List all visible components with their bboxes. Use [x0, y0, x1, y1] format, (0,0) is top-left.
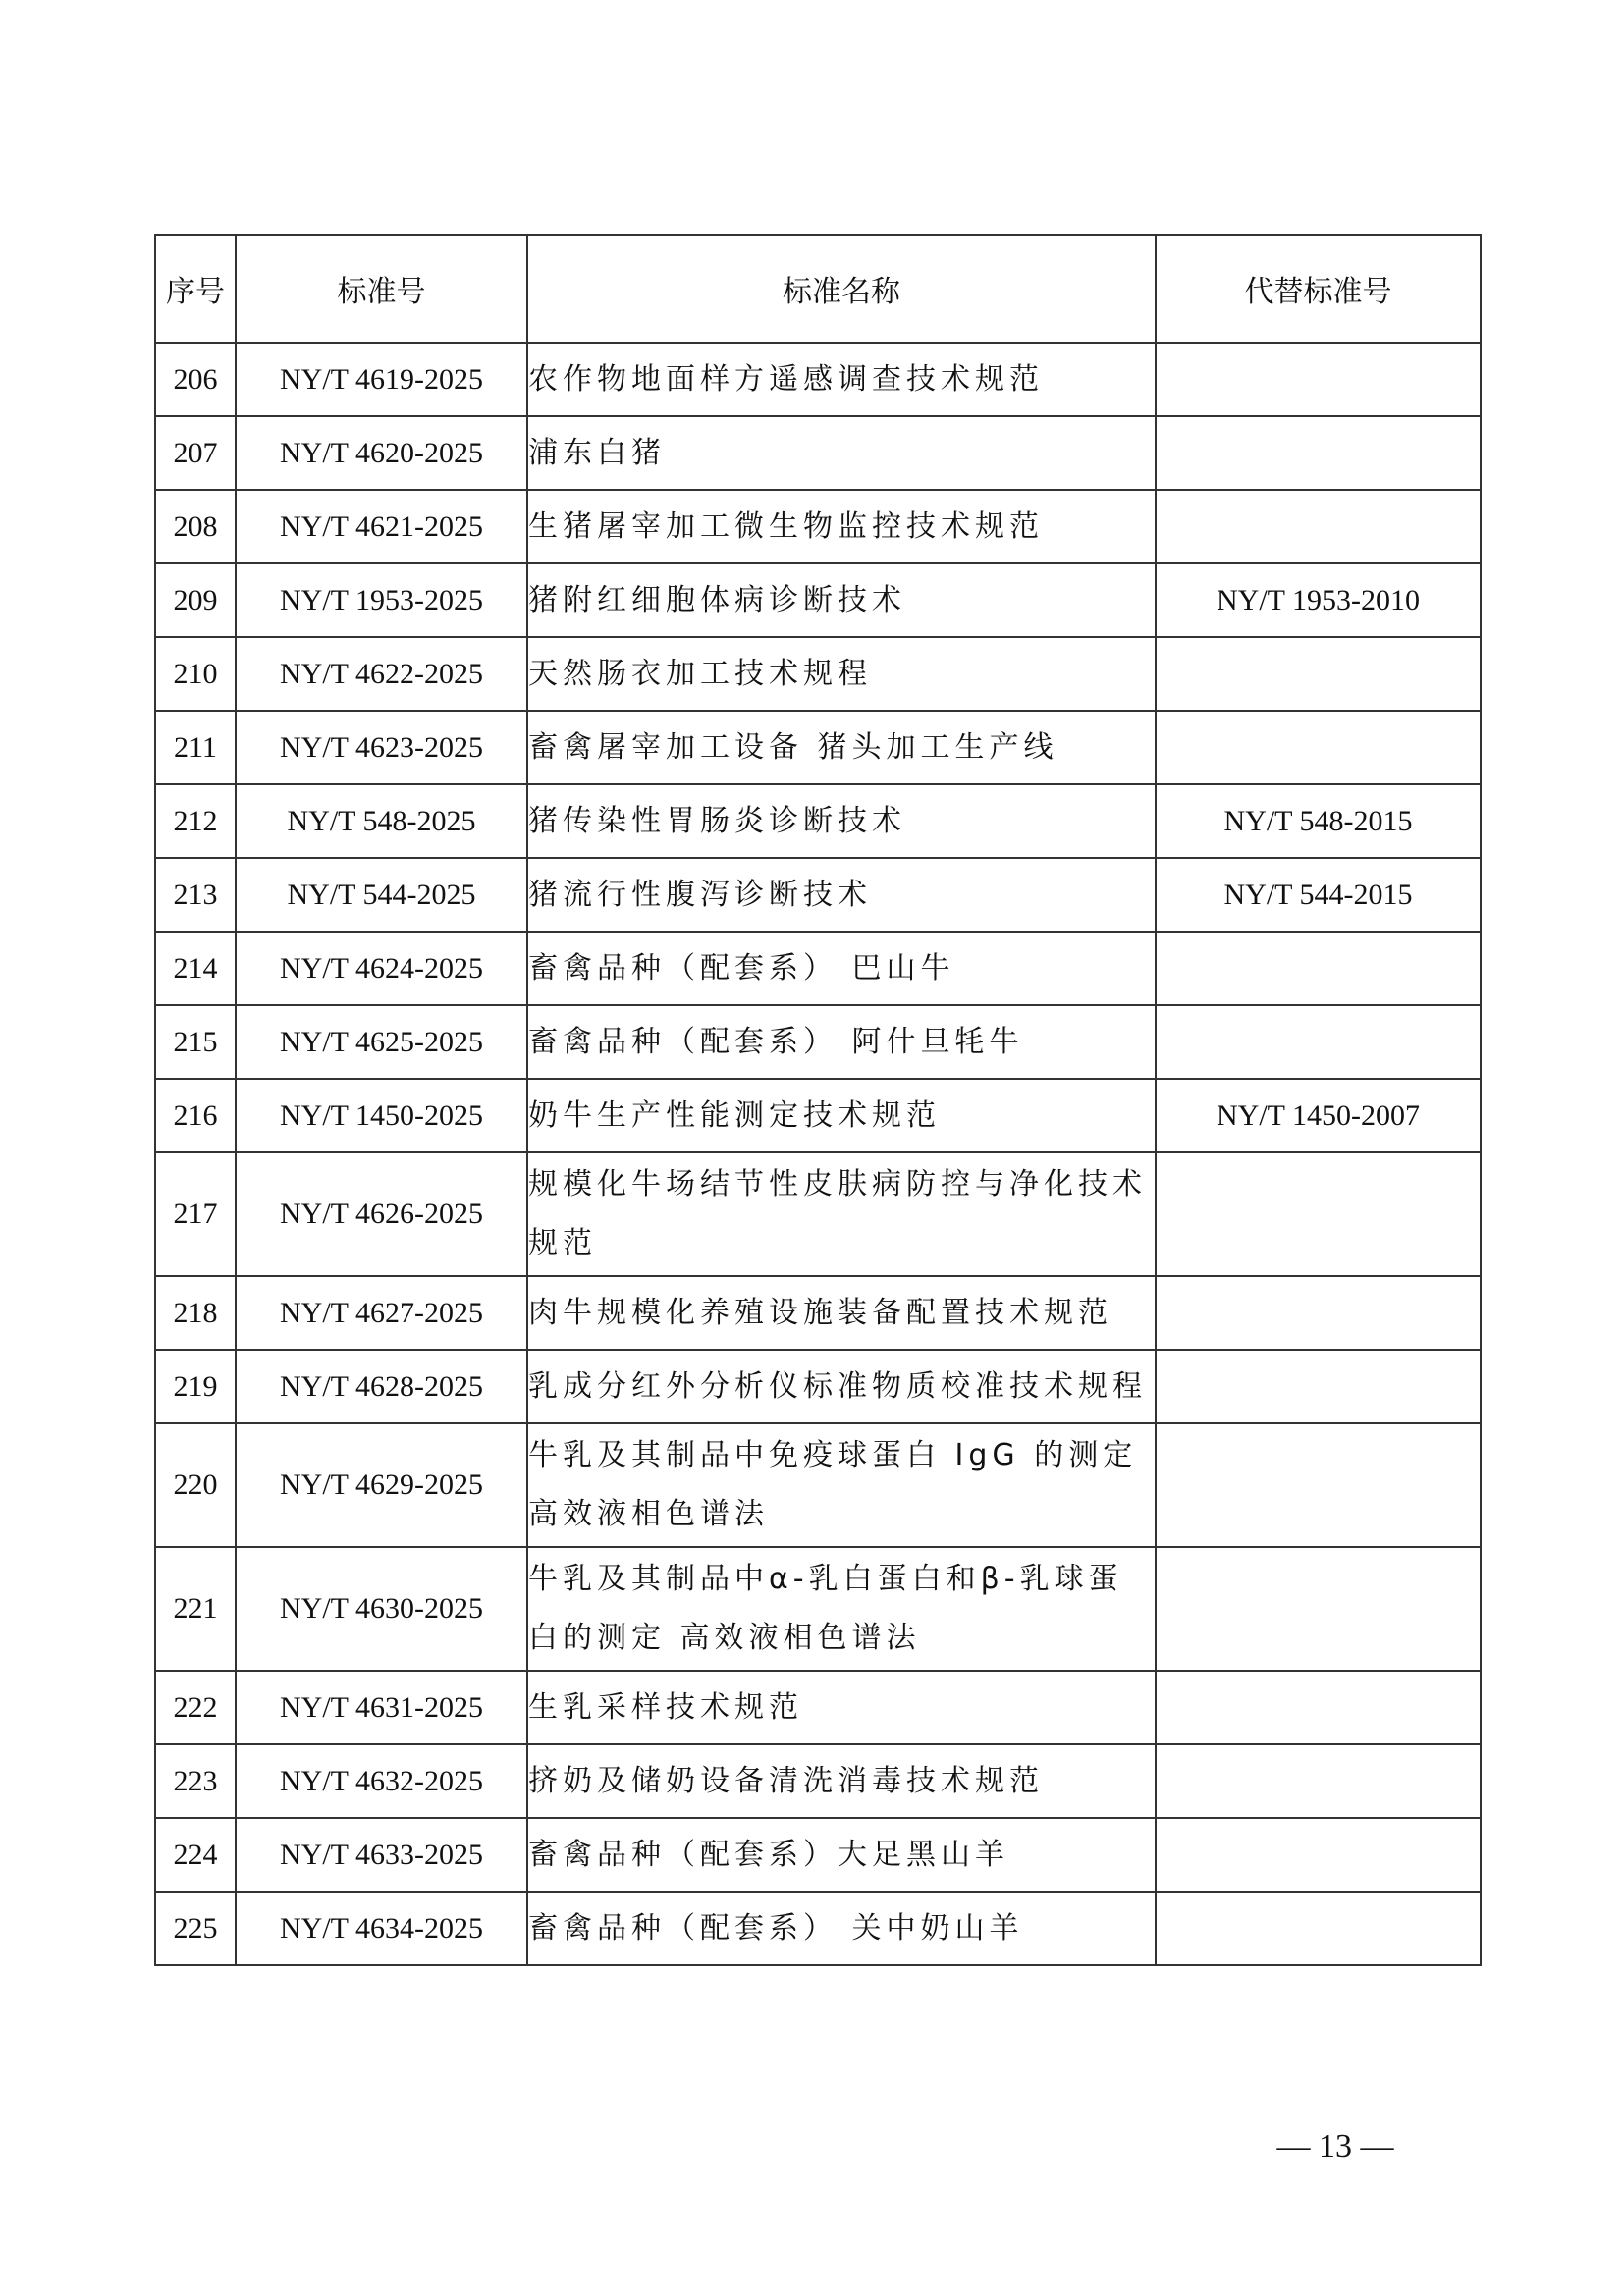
- cell-replaced-standard: [1156, 416, 1481, 490]
- cell-standard-code: NY/T 4629-2025: [236, 1423, 527, 1547]
- cell-standard-name: 生乳采样技术规范: [527, 1671, 1156, 1744]
- cell-standard-name: 生猪屠宰加工微生物监控技术规范: [527, 490, 1156, 563]
- table-row: [155, 932, 1481, 1005]
- cell-standard-code: NY/T 4621-2025: [236, 490, 527, 563]
- cell-replaced-standard: [1156, 490, 1481, 563]
- cell-standard-name: 畜禽品种（配套系） 巴山牛: [527, 932, 1156, 1005]
- cell-standard-code: NY/T 4630-2025: [236, 1547, 527, 1671]
- cell-seq: 209: [155, 563, 236, 637]
- cell-replaced-standard: [1156, 1671, 1481, 1744]
- table-body: [155, 343, 1481, 1965]
- cell-seq: 217: [155, 1152, 236, 1276]
- cell-replaced-standard: [1156, 1547, 1481, 1671]
- cell-standard-code: NY/T 544-2025: [236, 858, 527, 932]
- cell-seq: 208: [155, 490, 236, 563]
- table-row: [155, 784, 1481, 858]
- cell-seq: 224: [155, 1818, 236, 1892]
- table-row: [155, 858, 1481, 932]
- cell-standard-name: 农作物地面样方遥感调查技术规范: [527, 343, 1156, 416]
- header-standard-code: 标准号: [236, 235, 527, 343]
- cell-seq: 218: [155, 1276, 236, 1350]
- cell-replaced-standard: [1156, 1152, 1481, 1276]
- cell-seq: 225: [155, 1892, 236, 1965]
- cell-replaced-standard: [1156, 343, 1481, 416]
- table-row: [155, 1744, 1481, 1818]
- table-row: [155, 490, 1481, 563]
- cell-replaced-standard: [1156, 1744, 1481, 1818]
- cell-standard-name: 挤奶及储奶设备清洗消毒技术规范: [527, 1744, 1156, 1818]
- cell-standard-name: 浦东白猪: [527, 416, 1156, 490]
- cell-standard-code: NY/T 4627-2025: [236, 1276, 527, 1350]
- cell-replaced-standard: [1156, 1350, 1481, 1423]
- cell-standard-code: NY/T 4631-2025: [236, 1671, 527, 1744]
- cell-replaced-standard: NY/T 1953-2010: [1156, 563, 1481, 637]
- cell-standard-code: NY/T 4622-2025: [236, 637, 527, 711]
- table-row: [155, 1671, 1481, 1744]
- table-header-row: [155, 235, 1481, 343]
- cell-standard-code: NY/T 4634-2025: [236, 1892, 527, 1965]
- cell-standard-code: NY/T 4625-2025: [236, 1005, 527, 1079]
- table-row: [155, 1892, 1481, 1965]
- cell-replaced-standard: NY/T 548-2015: [1156, 784, 1481, 858]
- cell-replaced-standard: NY/T 1450-2007: [1156, 1079, 1481, 1152]
- cell-seq: 220: [155, 1423, 236, 1547]
- cell-seq: 212: [155, 784, 236, 858]
- cell-replaced-standard: [1156, 1005, 1481, 1079]
- cell-standard-code: NY/T 4624-2025: [236, 932, 527, 1005]
- cell-standard-code: NY/T 4626-2025: [236, 1152, 527, 1276]
- header-standard-name: 标准名称: [527, 235, 1156, 343]
- cell-standard-name: 猪流行性腹泻诊断技术: [527, 858, 1156, 932]
- cell-replaced-standard: [1156, 1423, 1481, 1547]
- cell-standard-name: 牛乳及其制品中免疫球蛋白 IgG 的测定 高效液相色谱法: [527, 1423, 1156, 1547]
- cell-seq: 223: [155, 1744, 236, 1818]
- cell-standard-name: 奶牛生产性能测定技术规范: [527, 1079, 1156, 1152]
- cell-replaced-standard: [1156, 711, 1481, 784]
- table-row: [155, 1818, 1481, 1892]
- table-row: [155, 1547, 1481, 1671]
- table-row: [155, 1005, 1481, 1079]
- cell-standard-code: NY/T 548-2025: [236, 784, 527, 858]
- table-row: [155, 637, 1481, 711]
- cell-standard-name: 猪附红细胞体病诊断技术: [527, 563, 1156, 637]
- table-row: [155, 1079, 1481, 1152]
- table-row: [155, 1276, 1481, 1350]
- table-row: [155, 563, 1481, 637]
- cell-seq: 210: [155, 637, 236, 711]
- cell-standard-code: NY/T 1450-2025: [236, 1079, 527, 1152]
- cell-seq: 216: [155, 1079, 236, 1152]
- cell-standard-code: NY/T 4623-2025: [236, 711, 527, 784]
- cell-seq: 221: [155, 1547, 236, 1671]
- cell-standard-name: 牛乳及其制品中α-乳白蛋白和β-乳球蛋白的测定 高效液相色谱法: [527, 1547, 1156, 1671]
- header-seq: 序号: [155, 235, 236, 343]
- cell-standard-code: NY/T 4628-2025: [236, 1350, 527, 1423]
- cell-standard-code: NY/T 4619-2025: [236, 343, 527, 416]
- cell-standard-name: 畜禽品种（配套系） 关中奶山羊: [527, 1892, 1156, 1965]
- cell-replaced-standard: NY/T 544-2015: [1156, 858, 1481, 932]
- cell-seq: 206: [155, 343, 236, 416]
- cell-standard-name: 猪传染性胃肠炎诊断技术: [527, 784, 1156, 858]
- page-number: — 13 —: [1276, 2128, 1394, 2164]
- cell-replaced-standard: [1156, 637, 1481, 711]
- cell-standard-code: NY/T 4633-2025: [236, 1818, 527, 1892]
- cell-replaced-standard: [1156, 1818, 1481, 1892]
- cell-standard-name: 畜禽品种（配套系）大足黑山羊: [527, 1818, 1156, 1892]
- cell-seq: 207: [155, 416, 236, 490]
- standards-table: [154, 234, 1482, 1966]
- table-row: [155, 416, 1481, 490]
- cell-standard-name: 畜禽屠宰加工设备 猪头加工生产线: [527, 711, 1156, 784]
- cell-seq: 213: [155, 858, 236, 932]
- table-row: [155, 1423, 1481, 1547]
- cell-seq: 211: [155, 711, 236, 784]
- cell-standard-name: 畜禽品种（配套系） 阿什旦牦牛: [527, 1005, 1156, 1079]
- header-replaced-standard: 代替标准号: [1156, 235, 1481, 343]
- table-row: [155, 1152, 1481, 1276]
- cell-replaced-standard: [1156, 932, 1481, 1005]
- cell-seq: 219: [155, 1350, 236, 1423]
- cell-seq: 222: [155, 1671, 236, 1744]
- table-row: [155, 343, 1481, 416]
- cell-standard-code: NY/T 4632-2025: [236, 1744, 527, 1818]
- cell-standard-code: NY/T 4620-2025: [236, 416, 527, 490]
- cell-seq: 215: [155, 1005, 236, 1079]
- table-row: [155, 1350, 1481, 1423]
- cell-standard-name: 乳成分红外分析仪标准物质校准技术规程: [527, 1350, 1156, 1423]
- cell-replaced-standard: [1156, 1276, 1481, 1350]
- cell-standard-code: NY/T 1953-2025: [236, 563, 527, 637]
- cell-replaced-standard: [1156, 1892, 1481, 1965]
- cell-standard-name: 天然肠衣加工技术规程: [527, 637, 1156, 711]
- table-row: [155, 711, 1481, 784]
- cell-standard-name: 规模化牛场结节性皮肤病防控与净化技术规范: [527, 1152, 1156, 1276]
- cell-standard-name: 肉牛规模化养殖设施装备配置技术规范: [527, 1276, 1156, 1350]
- cell-seq: 214: [155, 932, 236, 1005]
